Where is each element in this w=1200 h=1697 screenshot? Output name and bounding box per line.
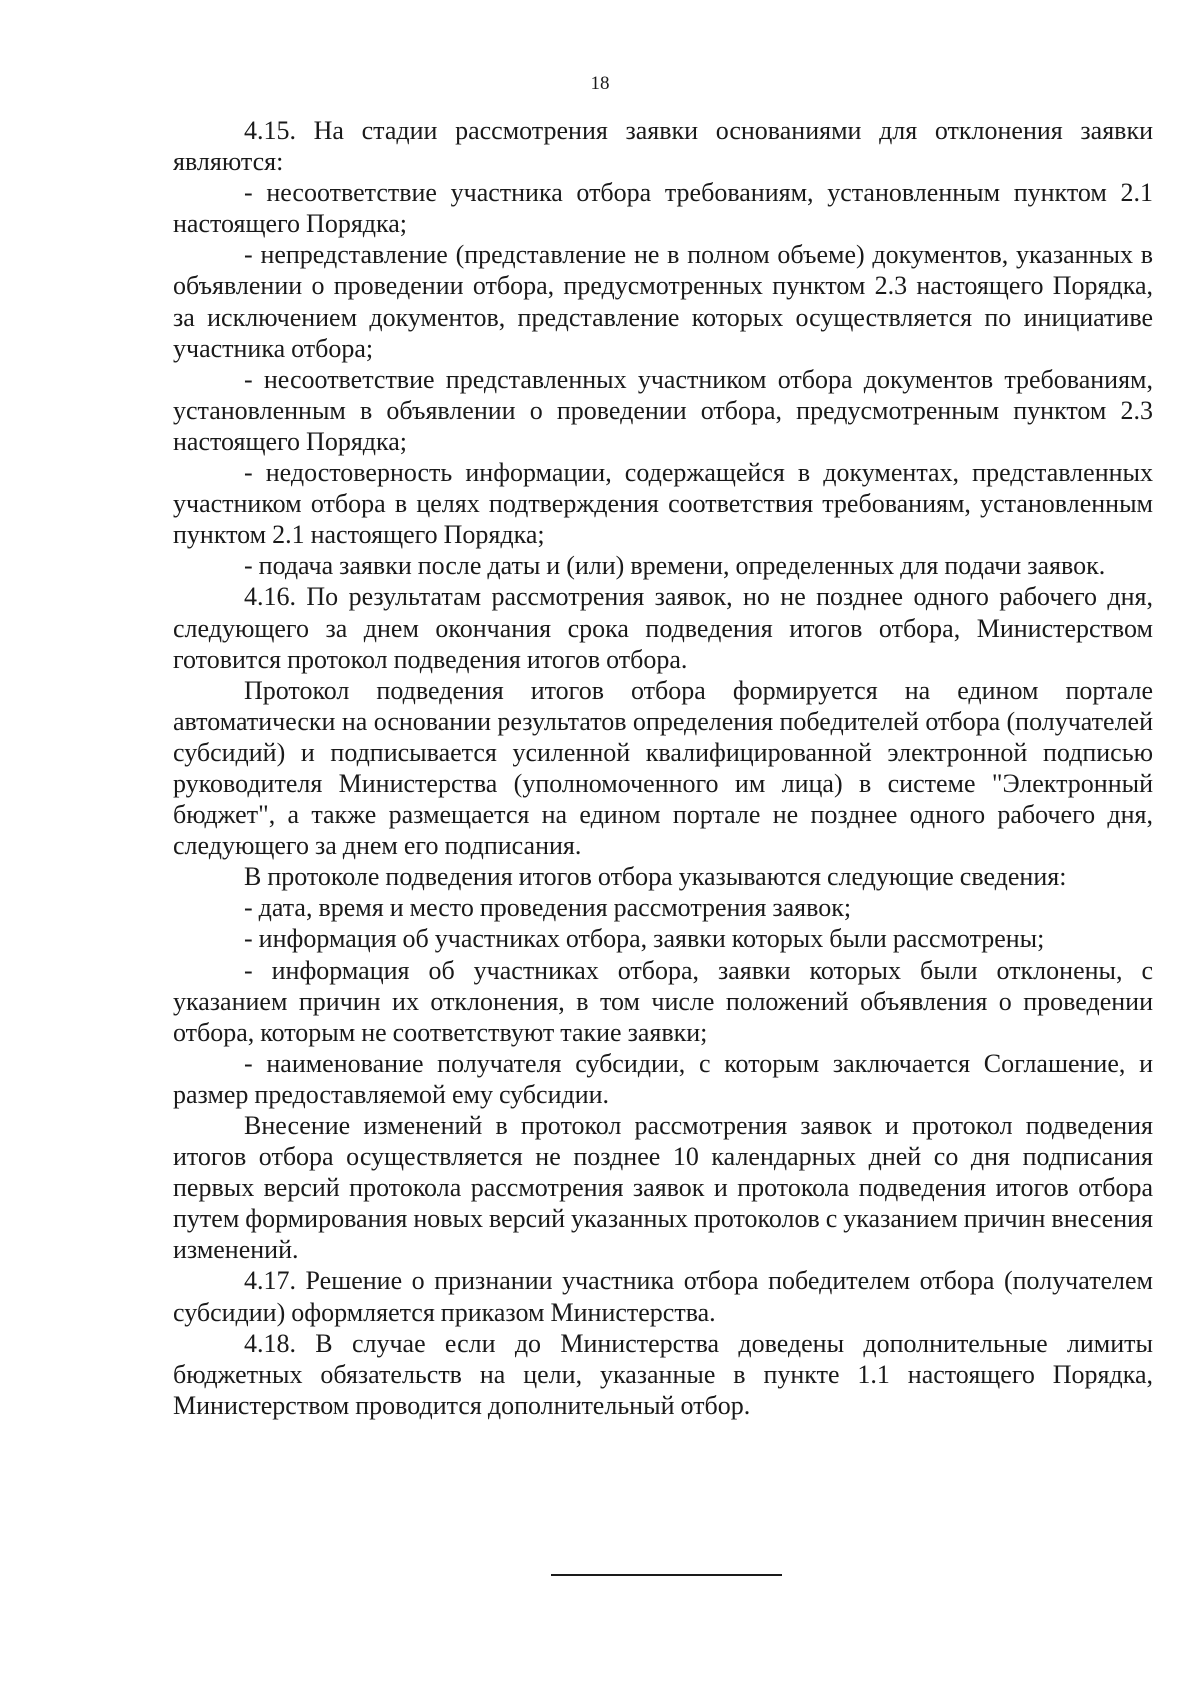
- document-body: [173, 115, 1153, 1421]
- paragraph-protocol-contents: В протоколе подведения итогов отбора указываются следующие сведения:: [244, 862, 1067, 892]
- list-item-recipient-name: - наименование получателя субсидии, с которым заключается Соглашение, и размер предоставляемой ему субсидии.: [173, 1048, 1153, 1109]
- list-item-rejected-participants: - информация об участниках отбора, заявки которых были отклонены, с указанием причин их отклонения, в том числе положений объявления о проведении отбора, которым не соответствуют такие заявки;: [173, 955, 1153, 1047]
- list-item-reviewed-participants: - информация об участниках отбора, заявки которых были рассмотрены;: [244, 924, 1045, 954]
- list-item-unreliable-information: - недостоверность информации, содержащейся в документах, представленных участником отбора в целях подтверждения соответствия требованиям, установленным пунктом 2.1 настоящего Порядка;: [173, 458, 1153, 550]
- paragraph-4-16: 4.16. По результатам рассмотрения заявок, но не позднее одного рабочего дня, следующего за днем окончания срока подведения итогов отбора, Министерством готовится протокол подведения итогов отбора.: [173, 582, 1153, 674]
- list-item-noncompliance-documents: - несоответствие представленных участником отбора документов требованиям, установленным в объявлении о проведении отбора, предусмотренным пунктом 2.3 настоящего Порядка;: [173, 364, 1153, 456]
- end-divider: [551, 1574, 782, 1576]
- list-item-noncompliance-participant: - несоответствие участника отбора требованиям, установленным пунктом 2.1 настоящего Порядка;: [173, 178, 1153, 239]
- paragraph-protocol-changes: Внесение изменений в протокол рассмотрения заявок и протокол подведения итогов отбора осуществляется не позднее 10 календарных дней со дня подписания первых версий протокола рассмотрения заявок и протокола подведения итогов отбора путем формирования новых версий указанных протоколов с указанием причин внесения изменений.: [173, 1111, 1153, 1265]
- list-item-date-time-place: - дата, время и место проведения рассмотрения заявок;: [244, 893, 852, 923]
- page-number: 18: [590, 73, 610, 94]
- list-item-late-submission: - подача заявки после даты и (или) времени, определенных для подачи заявок.: [244, 551, 1106, 581]
- list-item-missing-documents: - непредставление (представление не в полном объеме) документов, указанных в объявлении о проведении отбора, предусмотренных пунктом 2.3 настоящего Порядка, за исключением документов, представление которых осуществляется по инициативе участника отбора;: [173, 240, 1153, 363]
- paragraph-protocol-formation: Протокол подведения итогов отбора формируется на едином портале автоматически на основании результатов определения победителей отбора (получателей субсидий) и подписывается усиленной квалифицированной электронной подписью руководителя Министерства (уполномоченного им лица) в системе "Электронный бюджет", а также размещается на едином портале не позднее одного рабочего дня, следующего за днем его подписания.: [173, 675, 1153, 861]
- paragraph-4-15: 4.15. На стадии рассмотрения заявки основаниями для отклонения заявки являются:: [173, 116, 1153, 177]
- paragraph-4-18: 4.18. В случае если до Министерства доведены дополнительные лимиты бюджетных обязательств на цели, указанные в пункте 1.1 настоящего Порядка, Министерством проводится дополнительный отбор.: [173, 1328, 1153, 1420]
- paragraph-4-17: 4.17. Решение о признании участника отбора победителем отбора (получателем субсидии) оформляется приказом Министерства.: [173, 1266, 1153, 1327]
